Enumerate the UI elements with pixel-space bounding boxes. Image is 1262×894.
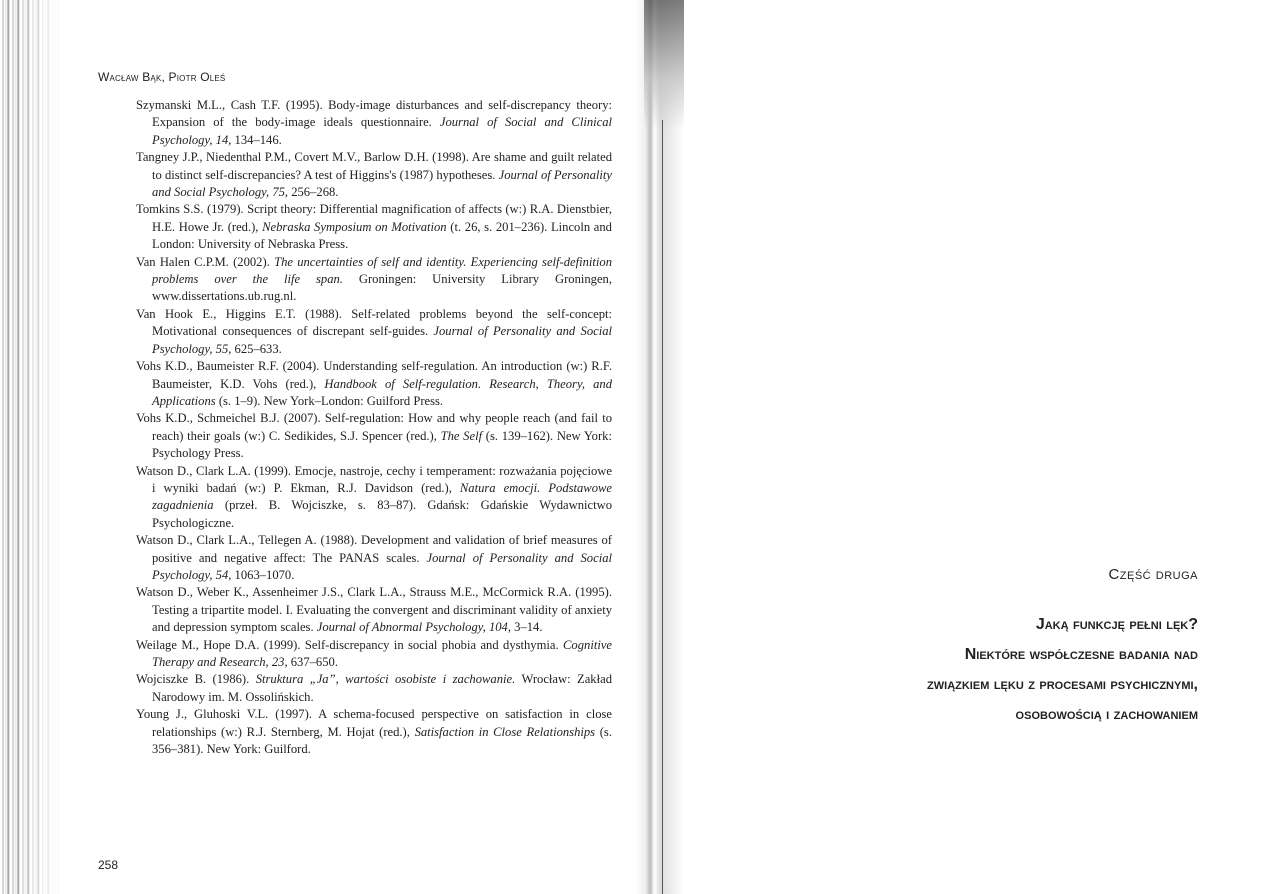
reference-source-italic: Journal of Personality and Social Psychology, 55, xyxy=(152,324,613,356)
reference-text: Wrocław: Zakład Narodowy im. M. Ossolińskich. xyxy=(152,672,612,704)
page-number: 258 xyxy=(98,858,119,872)
book-spine xyxy=(636,0,684,894)
reference-text: Tangney J.P., Niedenthal P.M., Covert M.V., Barlow D.H. (1998). Are shame and guilt related to distinct self-discrepancies? A test of Higgins's (1987) hypotheses. xyxy=(136,150,612,182)
reference-entry xyxy=(136,97,612,149)
reference-text: Vohs K.D., Baumeister R.F. (2004). Understanding self-regulation. An introduction (w:) R.F. Baumeister, K.D. Vohs (red.), xyxy=(136,359,612,391)
reference-text: Vohs K.D., Schmeichel B.J. (2007). Self-regulation: How and why people reach (and fail to reach) their goals (w:) C. Sedikides, S.J. Spencer (red.), xyxy=(136,411,612,443)
reference-text: 1063–1070. xyxy=(231,567,295,582)
reference-source-italic: Struktura „Ja”, wartości osobiste i zachowanie. xyxy=(255,672,516,687)
reference-entry xyxy=(136,463,612,533)
chapter-title xyxy=(927,610,1198,730)
reference-text: (przeł. B. Wojciszke, s. 83–87). Gdańsk: Gdańskie Wydawnictwo Psychologiczne. xyxy=(152,498,612,530)
reference-text: 256–268. xyxy=(288,185,339,200)
reference-entry xyxy=(136,358,612,410)
title-line: Jaką funkcję pełni lęk? xyxy=(1035,616,1198,633)
reference-text: 637–650. xyxy=(287,655,338,669)
reference-list xyxy=(136,97,612,758)
reference-text: (s. 1–9). New York–London: Guilford Press. xyxy=(215,393,444,408)
reference-entry xyxy=(136,671,612,706)
reference-text: Watson D., Weber K., Assenheimer J.S., Clark L.A., Strauss M.E., McCormick R.A. (1995). Testing a tripartite model. I. Evaluating the convergent and discriminant validity of anxiety and depression symptom scales. xyxy=(136,585,612,635)
reference-text: 3–14. xyxy=(511,620,543,635)
reference-source-italic: Cognitive Therapy and Research, 23, xyxy=(152,637,612,669)
reference-text: Van Hook E., Higgins E.T. (1988). Self-related problems beyond the self-concept: Motivational consequences of discrepant self-guides. xyxy=(136,306,612,339)
running-head: Wacław Bąk, Piotr Oleś xyxy=(98,70,226,84)
reference-entry xyxy=(136,254,612,306)
reference-source-italic: The uncertainties of self and identity. Experiencing self-definition problems over the life span. xyxy=(152,254,612,287)
reference-entry xyxy=(136,149,612,201)
reference-text: Wojciszke B. (1986). xyxy=(136,672,256,687)
reference-entry xyxy=(136,306,612,358)
reference-entry xyxy=(136,584,612,636)
reference-source-italic: Journal of Abnormal Psychology, 104, xyxy=(316,620,512,635)
reference-source-italic: Journal of Social and Clinical Psychology, 14, xyxy=(152,115,612,147)
reference-source-italic: Handbook of Self-regulation. Research, Theory, and Applications xyxy=(152,376,613,408)
reference-source-italic: Journal of Personality and Social Psychology, 54, xyxy=(152,550,612,582)
reference-source-italic: Satisfaction in Close Relationships xyxy=(414,724,596,739)
reference-text: Van Halen C.P.M. (2002). xyxy=(136,254,275,269)
spine-shadow xyxy=(644,0,684,130)
reference-source-italic: Nebraska Symposium on Motivation xyxy=(262,219,447,234)
title-line: Niektóre współczesne badania nad xyxy=(964,646,1198,663)
reference-text: Young J., Gluhoski V.L. (1997). A schema-focused perspective on satisfaction in close relationships (w:) R.J. Sternberg, M. Hojat (red.), xyxy=(136,707,612,739)
reference-entry xyxy=(136,532,612,584)
title-line: związkiem lęku z procesami psychicznymi, xyxy=(927,676,1198,693)
reference-text: Watson D., Clark L.A. (1999). Emocje, nastroje, cechy i temperament: rozważania pojęciowe i wyniki badań (w:) P. Ekman, R.J. Davidson (red.), xyxy=(136,463,612,495)
reference-entry xyxy=(136,706,612,758)
reference-entry xyxy=(136,637,612,672)
reference-text: (s. 356–381). New York: Guilford. xyxy=(152,724,612,757)
title-line: osobowością i zachowaniem xyxy=(1015,706,1198,723)
reference-entry xyxy=(136,410,612,462)
reference-text: Watson D., Clark L.A., Tellegen A. (1988). Development and validation of brief measures of positive and negative affect: The PANAS scales. xyxy=(136,533,612,565)
reference-text: Groningen: University Library Groningen, www.dissertations.ub.rug.nl. xyxy=(152,272,612,304)
reference-source-italic: Natura emocji. Podstawowe zagadnienia xyxy=(152,480,612,513)
reference-text: Szymanski M.L., Cash T.F. (1995). Body-image disturbances and self-discrepancy theory: Expansion of the body-image ideals questionnaire. xyxy=(136,98,612,130)
scan-edge-shadow xyxy=(0,0,62,894)
reference-text: Weilage M., Hope D.A. (1999). Self-discrepancy in social phobia and dysthymia. xyxy=(136,637,564,652)
part-label: Część druga xyxy=(1108,566,1198,583)
page-gutter-line xyxy=(662,120,663,894)
reference-source-italic: The Self xyxy=(440,428,483,443)
reference-text: (t. 26, s. 201–236). Lincoln and London: University of Nebraska Press. xyxy=(152,219,612,252)
reference-text: 625–633. xyxy=(231,341,282,356)
reference-text: 134–146. xyxy=(231,132,282,147)
reference-source-italic: Journal of Personality and Social Psychology, 75, xyxy=(152,167,612,200)
reference-entry xyxy=(136,201,612,253)
reference-text: (s. 139–162). New York: Psychology Press. xyxy=(152,428,612,461)
reference-text: Tomkins S.S. (1979). Script theory: Differential magnification of affects (w:) R.A. Dienstbier, H.E. Howe Jr. (red.), xyxy=(136,202,612,234)
